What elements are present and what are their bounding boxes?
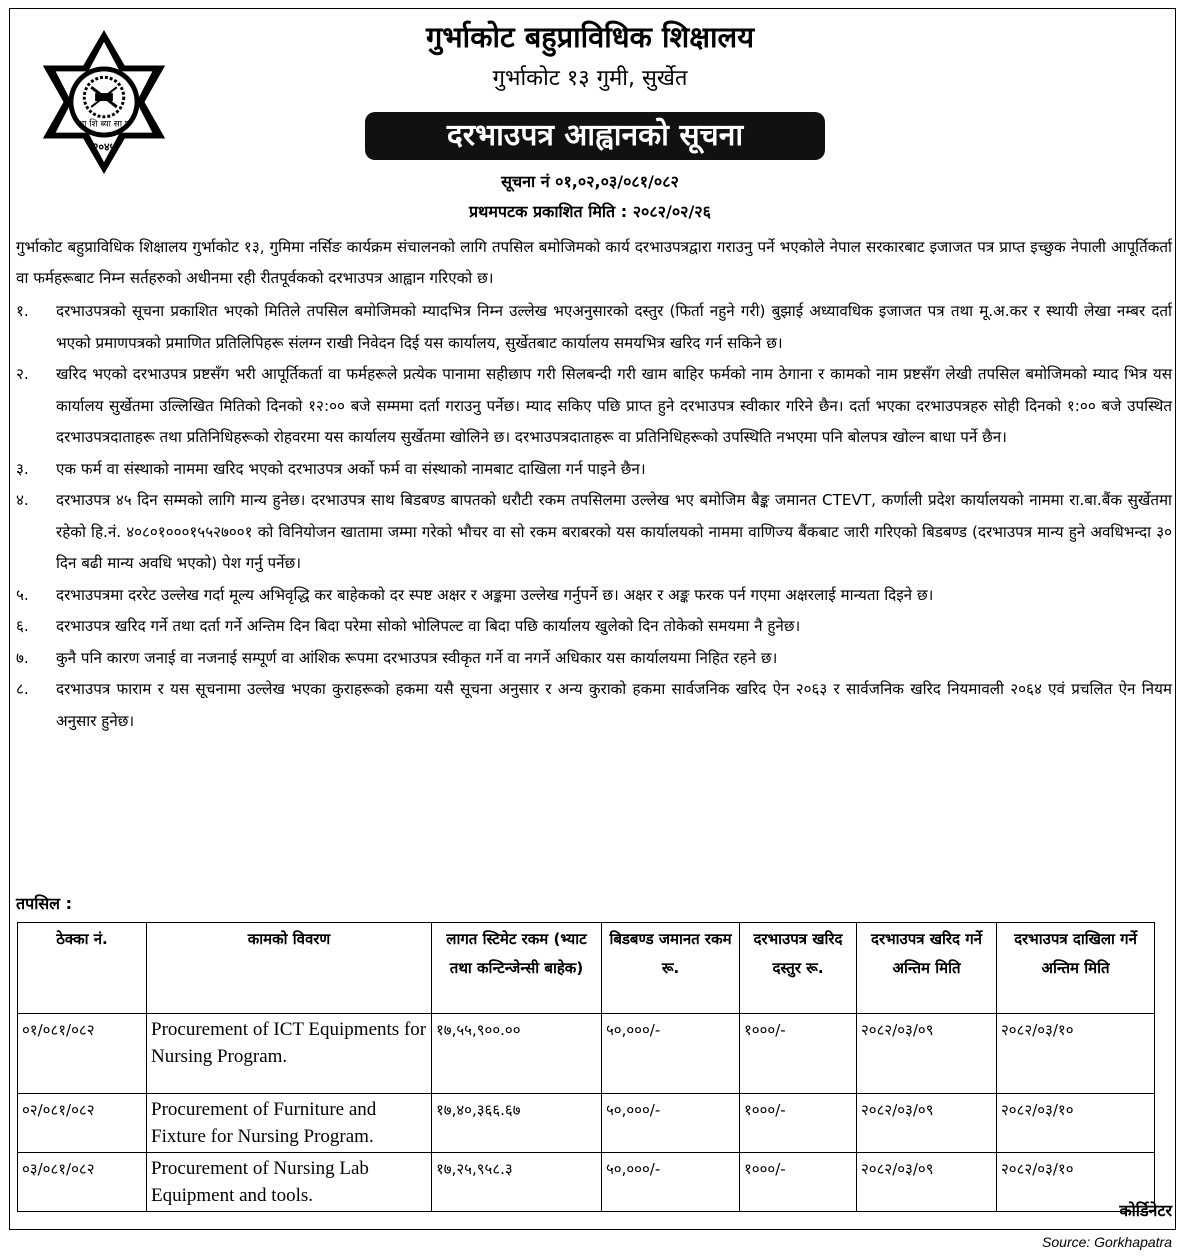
term-number: ४. [16, 491, 29, 509]
signatory: कोर्डिनेटर [1119, 1201, 1172, 1220]
contract-no: ०२/०८१/०८२ [18, 1094, 147, 1153]
term-number: ७. [16, 648, 29, 667]
org-address: गुर्भाकोट १३ गुमी, सुर्खेत [492, 66, 688, 91]
col-purchase-deadline: दरभाउपत्र खरिद गर्ने अन्तिम मिति [857, 923, 997, 1014]
term-number: ३. [16, 459, 29, 478]
submission-deadline: २०८२/०३/१० [997, 1094, 1155, 1153]
table-row [18, 1094, 1155, 1153]
terms-list [16, 296, 1172, 737]
purchase-fee: १०००/- [740, 1153, 857, 1212]
cost-estimate: १७,४०,३६६.६७ [432, 1094, 602, 1153]
col-purchase-fee: दरभाउपत्र खरिद दस्तुर रू. [740, 923, 857, 1014]
col-submission-deadline: दरभाउपत्र दाखिला गर्ने अन्तिम मिति [997, 923, 1155, 1014]
term-item [16, 643, 1172, 675]
term-item [16, 296, 1172, 359]
college-emblem-icon [30, 28, 178, 176]
cost-estimate: १७,२५,९५८.३ [432, 1153, 602, 1212]
term-number: ५. [16, 585, 29, 604]
term-item [16, 454, 1172, 486]
term-text: दरभाउपत्रको सूचना प्रकाशित भएको मितिले तपसिल बमोजिमको म्यादभित्र निम्न उल्लेख भएअनुसारको दस्तुर (फिर्ता नहुने गरी) बुझाई अध्यावधिक इजाजत पत्र तथा मू.अ.कर र स्थायी लेखा नम्बर दर्ता भएको प्रमाणपत्रको प्रमाणित प्रतिलिपिहरू संलग्न राखी निवेदन दिई यस कार्यालय, सुर्खेतबाट कार्यालय समयभित्र खरिद गर्न सकिने छ। [56, 302, 1172, 352]
cost-estimate: १७,५५,९००.०० [432, 1014, 602, 1094]
col-bid-bond: बिडबण्ड जमानत रकम रू. [602, 923, 740, 1014]
term-text: दरभाउपत्र फाराम र यस सूचनामा उल्लेख भएका कुराहरूको हकमा यसै सूचना अनुसार र अन्य कुराको हकमा सार्वजनिक खरिद ऐन २०६३ र सार्वजनिक खरिद नियमावली २०६४ एवं प्रचलित ऐन नियम अनुसार हुनेछ। [56, 680, 1172, 730]
emblem-text: शा शि ब्या सा प [78, 119, 130, 130]
intro-paragraph: गुर्भाकोट बहुप्राविधिक शिक्षालय गुर्भाकोट १३, गुमिमा नर्सिङ कार्यक्रम संचालनको लागि तपसिल बमोजिमको कार्य दरभाउपत्रद्वारा गराउनु पर्ने भएकोले नेपाल सरकारबाट इजाजत पत्र प्राप्त इच्छुक नेपाली आपूर्तिकर्ता वा फर्महरूबाट निम्न सर्तहरुको अधीनमा रही रीतपूर्वकको दरभाउपत्र आह्वान गरिएको छ। [16, 238, 1172, 287]
publish-date: प्रथमपटक प्रकाशित मिति : २०८२/०२/२६ [469, 202, 711, 221]
term-text: कुनै पनि कारण जनाई वा नजनाई सम्पूर्ण वा आंशिक रूपमा दरभाउपत्र स्वीकृत गर्ने वा नगर्ने अधिकार यस कार्यालयमा निहित रहने छ। [56, 648, 778, 667]
term-number: ६. [16, 617, 29, 635]
purchase-fee: १०००/- [740, 1094, 857, 1153]
term-item [16, 580, 1172, 612]
submission-deadline: २०८२/०३/१० [997, 1153, 1155, 1212]
purchase-deadline: २०८२/०३/०९ [857, 1014, 997, 1094]
col-contract-no: ठेक्का नं. [18, 923, 147, 1014]
purchase-fee: १०००/- [740, 1014, 857, 1094]
contract-no: ०१/०८१/०८२ [18, 1014, 147, 1094]
term-text: खरिद भएको दरभाउपत्र प्रष्टसँग भरी आपूर्तिकर्ता वा फर्महरूले प्रत्येक पानामा सहीछाप गरी सिलबन्दी गरी खाम बाहिर फर्मको नाम ठेगाना र कामको नाम प्रष्टसँग लेखी तपसिल बमोजिमको म्याद भित्र यस कार्यालय सुर्खेतमा उल्लिखित मितिको दिनको १२:०० बजे सम्ममा दर्ता गराउनु पर्नेछ। म्याद सकिए पछि प्राप्त हुने दरभाउपत्र स्वीकार गरिने छैन। दर्ता भएका दरभाउपत्रहरु सोही दिनको १:०० बजे उपस्थित दरभाउपत्रदाताहरू तथा प्रतिनिधिहरूको रोहवरमा यस कार्यालय सुर्खेतमा खोलिने छ। दरभाउपत्रदाताहरू वा प्रतिनिधिहरूको उपस्थिति नभएमा पनि बोलपत्र खोल्न बाधा पर्ने छैन। [56, 365, 1172, 446]
term-text: एक फर्म वा संस्थाको नाममा खरिद भएको दरभाउपत्र अर्को फर्म वा संस्थाको नामबाट दाखिला गर्न पाइने छैन। [56, 459, 646, 478]
org-name: गुर्भाकोट बहुप्राविधिक शिक्षालय [425, 20, 755, 54]
submission-deadline: २०८२/०३/१० [997, 1014, 1155, 1094]
term-item [16, 674, 1172, 737]
term-item [16, 359, 1172, 454]
purchase-deadline: २०८२/०३/०९ [857, 1094, 997, 1153]
contracts-table [17, 922, 1155, 1212]
bid-bond: ५०,०००/- [602, 1153, 740, 1212]
work-description: Procurement of Furniture and Fixture for Nursing Program. [147, 1094, 432, 1153]
work-description: Procurement of ICT Equipments for Nursing Program. [147, 1014, 432, 1094]
notice-number: सूचना नं ०१,०२,०३/०८१/०८२ [501, 172, 679, 191]
contract-no: ०३/०८१/०८२ [18, 1153, 147, 1212]
col-work-description: कामको विवरण [147, 923, 432, 1014]
term-number: ८. [16, 680, 29, 698]
purchase-deadline: २०८२/०३/०९ [857, 1153, 997, 1212]
bid-bond: ५०,०००/- [602, 1014, 740, 1094]
emblem-year: २०४५ [92, 140, 116, 154]
source-credit: Source: Gorkhapatra [1042, 1234, 1172, 1250]
term-number: २. [16, 365, 29, 383]
table-header-row [18, 923, 1155, 1014]
table-row [18, 1153, 1155, 1212]
term-text: दरभाउपत्र खरिद गर्ने तथा दर्ता गर्ने अन्तिम दिन बिदा परेमा सोको भोलिपल्ट वा बिदा पछि कार्यालय खुलेको दिन तोकेको समयमा नै हुनेछ। [56, 617, 801, 635]
table-row [18, 1014, 1155, 1094]
details-label: तपसिल : [16, 894, 72, 913]
term-item [16, 485, 1172, 580]
term-text: दरभाउपत्रमा दररेट उल्लेख गर्दा मूल्य अभिवृद्धि कर बाहेकको दर स्पष्ट अक्षर र अङ्कमा उल्लेख गर्नुपर्ने छ। अक्षर र अङ्क फरक पर्न गएमा अक्षरलाई मान्यता दिइने छ। [56, 585, 934, 604]
work-description: Procurement of Nursing Lab Equipment and tools. [147, 1153, 432, 1212]
bid-bond: ५०,०००/- [602, 1094, 740, 1153]
term-number: १. [16, 302, 29, 320]
notice-title: दरभाउपत्र आह्वानको सूचना [365, 112, 825, 160]
term-text: दरभाउपत्र ४५ दिन सम्मको लागि मान्य हुनेछ। दरभाउपत्र साथ बिडबण्ड बापतको धरौटी रकम तपसिलमा उल्लेख भए बमोजिम बैङ्क जमानत CTEVT, कर्णाली प्रदेश कार्यालयको नाममा रा.बा.बैंक सुर्खेतमा रहेको हि.नं. ४०८०१०००१५५२७००१ को विनियोजन खातामा जम्मा गरेको भौचर वा सो रकम बराबरको यस कार्यालयको नाममा वाणिज्य बैंकबाट जारी गरिएको बिडबण्ड (दरभाउपत्र मान्य हुने अवधिभन्दा ३० दिन बढी मान्य अवधि भएको) पेश गर्नु पर्नेछ। [56, 491, 1172, 572]
col-cost-estimate: लागत स्टिमेट रकम (भ्याट तथा कन्टिन्जेन्सी बाहेक) [432, 923, 602, 1014]
term-item [16, 611, 1172, 643]
